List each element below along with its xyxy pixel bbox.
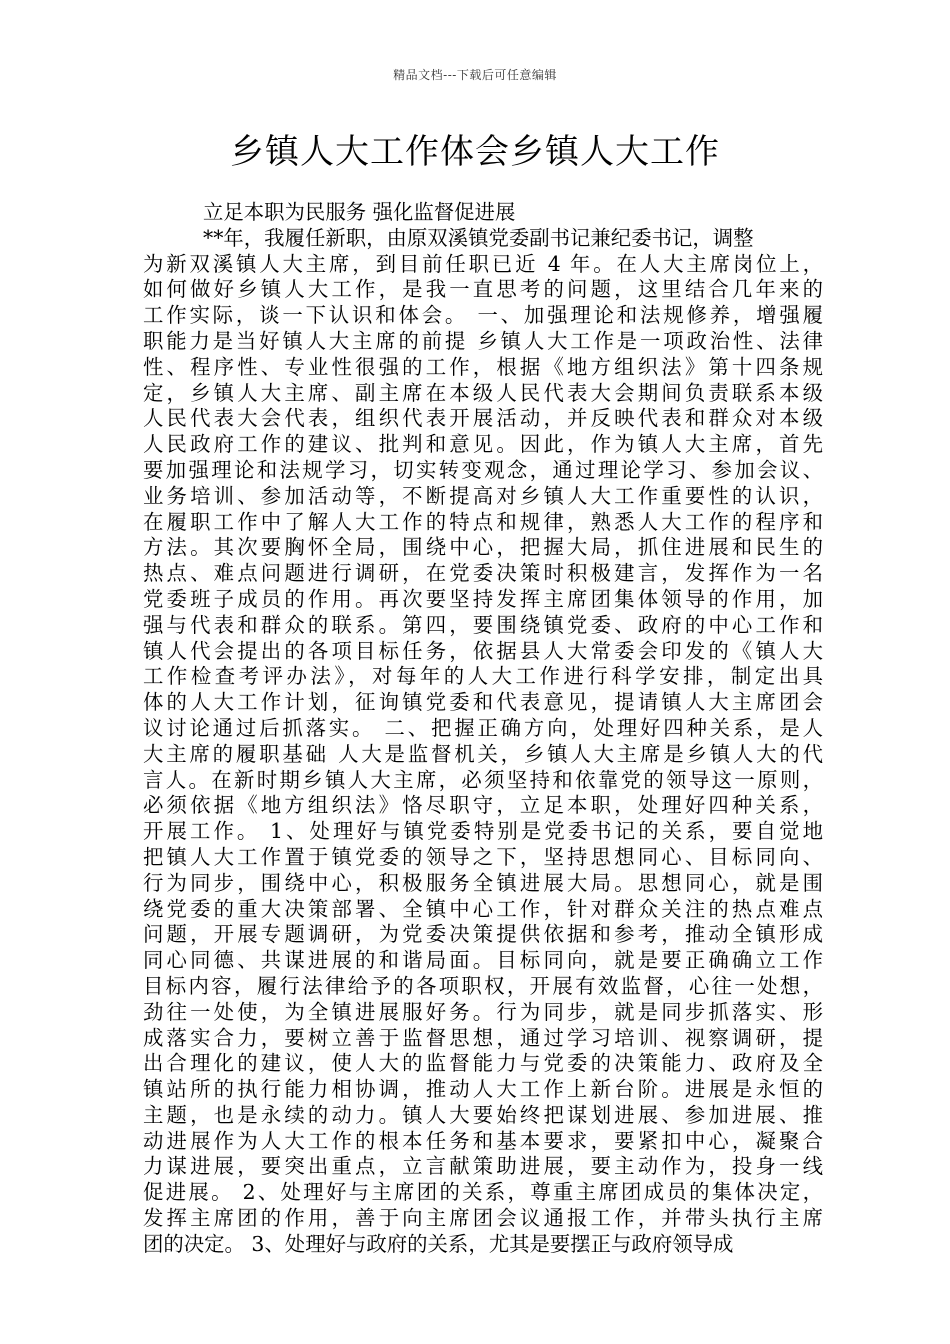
paragraph-line: 大主席的履职基础 人大是监督机关，乡镇人大主席是乡镇人大的代	[143, 741, 823, 766]
paragraph-line: 把镇人大工作置于镇党委的领导之下，坚持思想同心、目标同向、	[143, 844, 823, 869]
paragraph-line: 绕党委的重大决策部署、全镇中心工作，针对群众关注的热点难点	[143, 896, 823, 921]
paragraph-line: 人民政府工作的建议、批判和意见。因此，作为镇人大主席，首先	[143, 432, 823, 457]
paragraph-line: 言人。在新时期乡镇人大主席，必须坚持和依靠党的领导这一原则，	[143, 767, 823, 792]
paragraph-line: 议讨论通过后抓落实。 二、把握正确方向，处理好四种关系，是人	[143, 715, 823, 740]
paragraph-line: 要加强理论和法规学习，切实转变观念，通过理论学习、参加会议、	[143, 457, 823, 482]
paragraph-line: 工作检查考评办法》，对每年的人大工作进行科学安排，制定出具	[143, 664, 823, 689]
paragraph-line: 力谋进展，要突出重点，立言献策助进展，要主动作为，投身一线	[143, 1154, 823, 1179]
document-body	[143, 200, 823, 1258]
subheading: 立足本职为民服务 强化监督促进展	[203, 200, 516, 224]
paragraph-line: 成落实合力，要树立善于监督思想，通过学习培训、视察调研，提	[143, 1025, 823, 1050]
paragraph-line: 问题，开展专题调研，为党委决策提供依据和参考，推动全镇形成	[143, 922, 823, 947]
paragraph-line: 目标内容，履行法律给予的各项职权，开展有效监督，心往一处想，	[143, 973, 823, 998]
paragraph-line: 体的人大工作计划，征询镇党委和代表意见，提请镇人大主席团会	[143, 690, 823, 715]
paragraph-line: 业务培训、参加活动等，不断提高对乡镇人大工作重要性的认识，	[143, 483, 823, 508]
paragraph-line: 热点、难点问题进行调研，在党委决策时积极建言，发挥作为一名	[143, 561, 823, 586]
paragraph-line: **年，我履任新职，由原双溪镇党委副书记兼纪委书记，调整	[203, 225, 754, 250]
paragraph-line: 定，乡镇人大主席、副主席在本级人民代表大会期间负责联系本级	[143, 380, 823, 405]
paragraph-line: 党委班子成员的作用。再次要坚持发挥主席团集体领导的作用，加	[143, 586, 823, 611]
paragraph-line: 方法。其次要胸怀全局，围绕中心，把握大局，抓住进展和民生的	[143, 535, 823, 560]
paragraph-line: 促进展。 2、处理好与主席团的关系，尊重主席团成员的集体决定，	[143, 1180, 823, 1205]
paragraph-line: 工作实际，谈一下认识和体会。 一、加强理论和法规修养，增强履	[143, 303, 823, 328]
paragraph-line: 行为同步，围绕中心，积极服务全镇进展大局。思想同心，就是围	[143, 870, 823, 895]
paragraph-line: 为新双溪镇人大主席，到目前任职已近 4 年。在人大主席岗位上，	[143, 251, 823, 276]
paragraph-line: 镇人代会提出的各项目标任务，依据县人大常委会印发的《镇人大	[143, 638, 823, 663]
paragraph-line: 劲往一处使，为全镇进展服好务。行为同步，就是同步抓落实、形	[143, 999, 823, 1024]
paragraph-line: 人民代表大会代表，组织代表开展活动，并反映代表和群众对本级	[143, 406, 823, 431]
paragraph-line: 在履职工作中了解人大工作的特点和规律，熟悉人大工作的程序和	[143, 509, 823, 534]
paragraph-line: 强与代表和群众的联系。第四，要围绕镇党委、政府的中心工作和	[143, 612, 823, 637]
paragraph-line: 动进展作为人大工作的根本任务和基本要求，要紧扣中心，凝聚合	[143, 1128, 823, 1153]
paragraph-line: 开展工作。 1、处理好与镇党委特别是党委书记的关系，要自觉地	[143, 819, 823, 844]
paragraph-line: 职能力是当好镇人大主席的前提 乡镇人大工作是一项政治性、法律	[143, 328, 823, 353]
paragraph-line: 性、程序性、专业性很强的工作，根据《地方组织法》第十四条规	[143, 354, 823, 379]
paragraph-line: 如何做好乡镇人大工作，是我一直思考的问题，这里结合几年来的	[143, 277, 823, 302]
paragraph-line: 必须依据《地方组织法》恪尽职守，立足本职，处理好四种关系，	[143, 793, 823, 818]
paragraph-line: 同心同德、共谋进展的和谐局面。目标同向，就是要正确确立工作	[143, 948, 823, 973]
paragraph-line: 主题，也是永续的动力。镇人大要始终把谋划进展、参加进展、推	[143, 1102, 823, 1127]
header-note: 精品文档---下载后可任意编辑	[393, 68, 557, 82]
paragraph-line: 镇站所的执行能力相协调，推动人大工作上新台阶。进展是永恒的	[143, 1077, 823, 1102]
paragraph-line: 出合理化的建议，使人大的监督能力与党委的决策能力、政府及全	[143, 1051, 823, 1076]
page-title: 乡镇人大工作体会乡镇人大工作	[230, 132, 720, 172]
paragraph-line: 发挥主席团的作用，善于向主席团会议通报工作，并带头执行主席	[143, 1206, 823, 1231]
paragraph-line: 团的决定。 3、处理好与政府的关系，尤其是要摆正与政府领导成	[143, 1231, 734, 1256]
